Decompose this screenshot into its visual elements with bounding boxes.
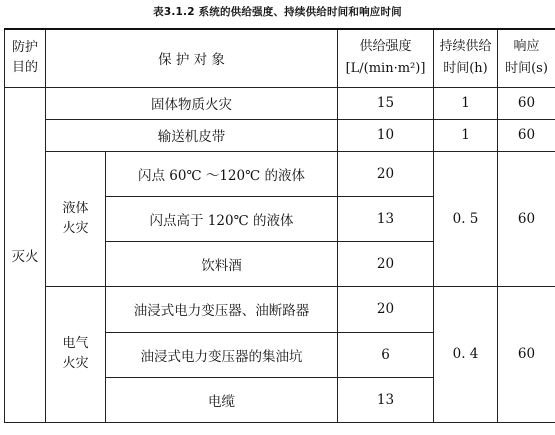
purpose-label: 灭火 xyxy=(11,248,39,265)
intensity-cell xyxy=(338,151,434,196)
duration-cell xyxy=(434,119,498,151)
object-liquid-1: 闪点 60℃ ～120℃ 的液体 xyxy=(137,167,306,184)
response-electrical xyxy=(498,286,555,422)
intensity-cell xyxy=(338,196,434,241)
duration-belt: 1 xyxy=(461,127,470,143)
table-row xyxy=(5,87,555,119)
object-cell xyxy=(106,286,338,332)
category-liquid-line2: 火灾 xyxy=(62,220,89,236)
spec-table xyxy=(4,28,555,423)
object-belt: 输送机皮带 xyxy=(157,129,226,145)
duration-cell xyxy=(434,87,498,119)
header-response-line1: 响应 xyxy=(513,39,540,55)
table-row xyxy=(5,286,555,332)
header-intensity-unit: [L/(min·m²)] xyxy=(345,61,426,77)
header-purpose-line1: 防护 xyxy=(11,40,38,56)
category-electrical xyxy=(46,286,106,422)
response-electrical-value: 60 xyxy=(517,346,536,362)
intensity-solid: 15 xyxy=(376,95,395,111)
object-electrical-3: 电缆 xyxy=(208,393,235,410)
header-duration xyxy=(434,29,498,87)
header-duration-line1: 持续供给 xyxy=(439,39,492,55)
response-belt: 60 xyxy=(517,127,536,143)
category-electrical-line1: 电气 xyxy=(62,336,89,351)
intensity-electrical-1: 20 xyxy=(376,301,395,317)
object-cell xyxy=(106,332,338,377)
duration-solid: 1 xyxy=(461,95,470,111)
intensity-cell xyxy=(338,119,434,151)
response-liquid xyxy=(498,151,555,286)
object-cell xyxy=(106,241,338,286)
intensity-cell xyxy=(338,87,434,119)
intensity-cell xyxy=(338,377,434,422)
response-cell xyxy=(498,87,555,119)
intensity-cell xyxy=(338,241,434,286)
header-row xyxy=(5,29,555,87)
category-electrical-line2: 火灾 xyxy=(62,356,89,371)
intensity-cell xyxy=(338,286,434,332)
object-liquid-3: 饮料酒 xyxy=(201,257,242,274)
object-cell xyxy=(106,196,338,241)
object-cell xyxy=(46,87,338,119)
purpose-cell xyxy=(5,87,46,422)
object-electrical-2: 油浸式电力变压器的集油坑 xyxy=(140,348,303,365)
response-solid: 60 xyxy=(517,95,536,111)
intensity-liquid-1: 20 xyxy=(376,165,395,182)
header-response xyxy=(498,29,555,87)
object-cell xyxy=(106,151,338,196)
table-caption: 表3.1.2 系统的供给强度、持续供给时间和响应时间 xyxy=(153,6,402,18)
object-liquid-2: 闪点高于 120℃ 的液体 xyxy=(149,212,294,229)
duration-electrical xyxy=(434,286,498,422)
object-solid: 固体物质火灾 xyxy=(151,97,232,113)
object-cell xyxy=(106,377,338,422)
table-row xyxy=(5,119,555,151)
category-liquid-line1: 液体 xyxy=(62,200,89,216)
intensity-liquid-2: 13 xyxy=(376,210,395,227)
header-response-line2: 时间(s) xyxy=(505,61,548,77)
header-intensity xyxy=(338,29,434,87)
object-electrical-1: 油浸式电力变压器、油断路器 xyxy=(133,303,310,319)
intensity-electrical-2: 6 xyxy=(381,346,390,363)
header-duration-line2: 时间(h) xyxy=(443,61,488,77)
category-liquid xyxy=(46,151,106,286)
duration-liquid xyxy=(434,151,498,286)
intensity-cell xyxy=(338,332,434,377)
intensity-belt: 10 xyxy=(376,127,395,143)
header-object-label: 保 护 对 象 xyxy=(158,52,225,69)
response-cell xyxy=(498,119,555,151)
object-cell xyxy=(46,119,338,151)
header-object xyxy=(46,29,338,87)
duration-liquid-value: 0. 5 xyxy=(452,210,479,227)
table-row xyxy=(5,151,555,196)
intensity-electrical-3: 13 xyxy=(376,391,395,408)
header-purpose xyxy=(5,29,46,87)
intensity-liquid-3: 20 xyxy=(376,255,395,272)
header-purpose-line2: 目的 xyxy=(11,60,38,76)
duration-electrical-value: 0. 4 xyxy=(452,346,479,362)
header-intensity-line1: 供给强度 xyxy=(359,39,412,55)
response-liquid-value: 60 xyxy=(517,210,536,227)
